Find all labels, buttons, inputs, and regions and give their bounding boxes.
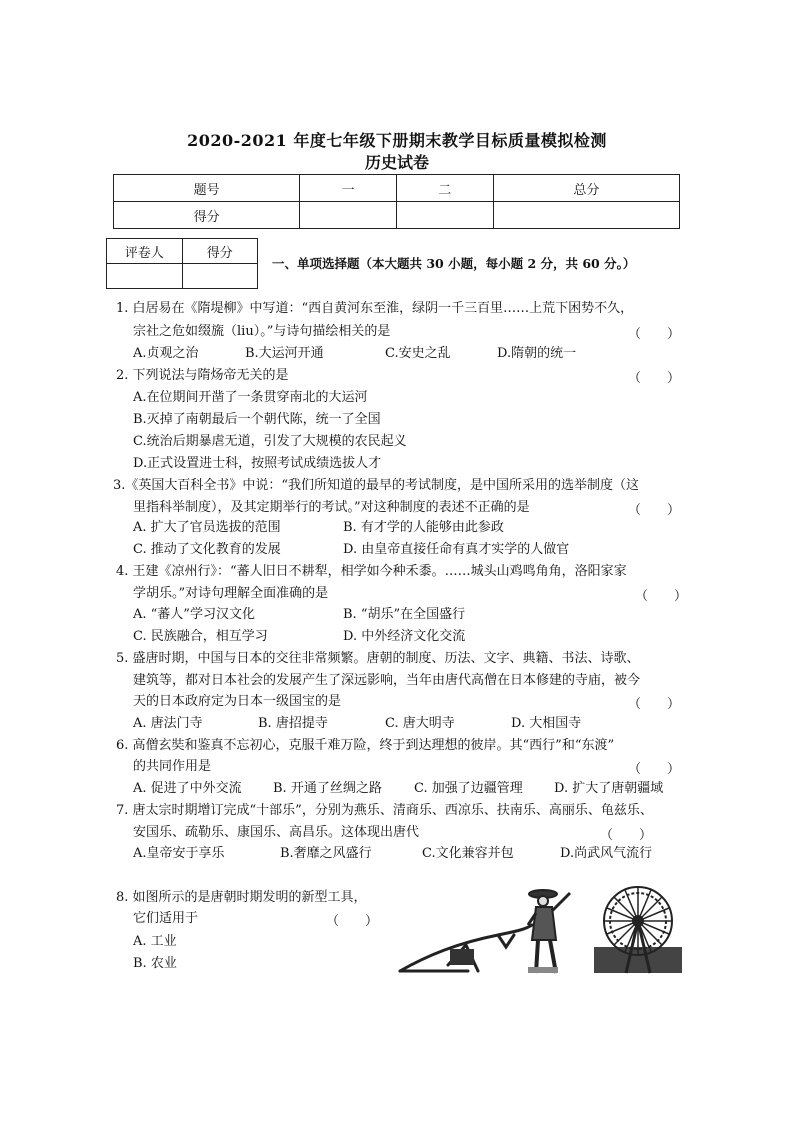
option-b: B.大运河开通 xyxy=(245,346,324,361)
answer-blank: （ ） xyxy=(628,762,681,777)
question-1-line-2: 宗社之危如缀旒（liu）。”与诗句描绘相关的是 xyxy=(133,324,391,339)
option-b: B. 有才学的人能够由此参政 xyxy=(343,520,504,535)
option-b: B. 农业 xyxy=(133,956,177,971)
answer-blank: （ ） xyxy=(635,589,688,604)
option-b: B. 开通了丝绸之路 xyxy=(273,781,382,796)
question-3-line-2: 里指科举制度），及其定期举行的考试。”对这种制度的表述不正确的是 xyxy=(133,500,530,515)
answer-blank: （ ） xyxy=(600,828,653,843)
answer-blank: （ ） xyxy=(628,371,681,386)
option-c: C. 推动了文化教育的发展 xyxy=(133,542,281,557)
score-header-cell: 二 xyxy=(396,175,493,202)
option-a: A.贞观之治 xyxy=(133,346,199,361)
option-d: D. 由皇帝直接任命有真才实学的人做官 xyxy=(343,542,570,557)
waterwheel-drawing xyxy=(594,887,682,973)
grader-blank-cell xyxy=(182,264,258,289)
option-c: C. 民族融合，相互学习 xyxy=(133,629,268,644)
table-row xyxy=(107,264,258,289)
table-row xyxy=(114,175,680,202)
question-4-line-2: 学胡乐。”对诗句理解全面准确的是 xyxy=(133,586,329,601)
option-c: C. 加强了边疆管理 xyxy=(414,781,523,796)
option-b: B. 唐招提寺 xyxy=(258,716,328,731)
question-1-line-1: 1. 白居易在《隋堤柳》中写道：“西自黄河东至淮，绿阴一千三百里……上荒下困势不久， xyxy=(116,301,634,316)
option-a: A.在位期间开凿了一条贯穿南北的大运河 xyxy=(133,390,368,405)
grader-score-label: 得分 xyxy=(182,239,258,264)
question-6-line-1: 6. 高僧玄奘和鉴真不忘初心，克服千难万险，终于到达理想的彼岸。其“西行”和“东渡” xyxy=(116,738,615,753)
question-5-line-3: 天的日本政府定为日本一级国宝的是 xyxy=(133,694,342,709)
table-row xyxy=(114,202,680,229)
option-c: C.文化兼容并包 xyxy=(422,846,514,861)
option-d: D. 中外经济文化交流 xyxy=(343,629,466,644)
option-b: B. “胡乐”在全国盛行 xyxy=(343,607,466,622)
option-a: A. “蕃人”学习汉文化 xyxy=(133,607,255,622)
grader-table xyxy=(106,238,258,289)
question-4-line-1: 4. 王建《凉州行》：“蕃人旧日不耕犁，相学如今种禾黍。……城头山鸡鸣角角，洛阳家家 xyxy=(116,564,627,579)
question-7-line-1: 7. 唐太宗时期增订完成“十部乐”，分别为燕乐、清商乐、西凉乐、扶南乐、高丽乐、龟兹乐、 xyxy=(116,803,653,818)
option-d: D. 大相国寺 xyxy=(511,716,582,731)
score-header-cell: 一 xyxy=(300,175,397,202)
question-8-line-2: 它们适用于 xyxy=(133,911,199,926)
answer-blank: （ ） xyxy=(628,503,681,518)
option-a: A. 促进了中外交流 xyxy=(133,781,242,796)
option-b: B.奢靡之风盛行 xyxy=(280,846,372,861)
option-d: D.正式设置进士科，按照考试成绩选拔人才 xyxy=(133,456,382,471)
score-header-cell: 题号 xyxy=(114,175,300,202)
score-row-label: 得分 xyxy=(114,202,300,229)
option-c: C.安史之乱 xyxy=(385,346,451,361)
option-c: C. 唐大明寺 xyxy=(385,716,455,731)
option-a: A. 唐法门寺 xyxy=(133,716,203,731)
table-row xyxy=(107,239,258,264)
plow-drawing xyxy=(400,925,532,971)
answer-blank: （ ） xyxy=(628,697,681,712)
option-b: B.灭掉了南朝最后一个朝代陈，统一了全国 xyxy=(133,412,381,427)
question-2-line-1: 2. 下列说法与隋炀帝无关的是 xyxy=(116,368,289,383)
score-table xyxy=(113,174,680,229)
score-blank-cell xyxy=(493,202,679,229)
option-d: D. 扩大了唐朝疆域 xyxy=(554,781,664,796)
option-d: D.尚武风气流行 xyxy=(560,846,653,861)
question-8-line-1: 8. 如图所示的是唐朝时期发明的新型工具， xyxy=(116,890,367,905)
farmer-drawing xyxy=(528,890,570,973)
question-3-line-1: 3.《英国大百科全书》中说：“我们所知道的最早的考试制度，是中国所采用的选举制度（这 xyxy=(113,478,640,493)
answer-blank: （ ） xyxy=(326,914,379,929)
section-title: 一、单项选择题（本大题共 30 小题，每小题 2 分，共 60 分。） xyxy=(272,256,636,271)
score-header-cell: 总分 xyxy=(493,175,679,202)
option-c: C.统治后期暴虐无道，引发了大规模的农民起义 xyxy=(133,434,407,449)
question-5-line-2: 建筑等，都对日本社会的发展产生了深远影响，当年由唐代高僧在日本修建的寺庙，被今 xyxy=(133,673,641,688)
answer-blank: （ ） xyxy=(628,327,681,342)
score-blank-cell xyxy=(300,202,397,229)
exam-title: 2020-2021 年度七年级下册期末教学目标质量模拟检测 xyxy=(187,131,607,150)
option-a: A. 扩大了官员选拔的范围 xyxy=(133,520,281,535)
grader-label: 评卷人 xyxy=(107,239,183,264)
option-a: A. 工业 xyxy=(133,934,177,949)
farm-tools-illustration xyxy=(398,885,688,977)
exam-subtitle: 历史试卷 xyxy=(364,153,429,172)
score-blank-cell xyxy=(396,202,493,229)
grader-blank-cell xyxy=(107,264,183,289)
question-5-line-1: 5. 盛唐时期，中国与日本的交往非常频繁。唐朝的制度、历法、文字、典籍、书法、诗歌、 xyxy=(116,651,640,666)
option-a: A.皇帝安于享乐 xyxy=(133,846,225,861)
option-d: D.隋朝的统一 xyxy=(497,346,577,361)
question-6-line-2: 的共同作用是 xyxy=(133,759,212,774)
question-7-line-2: 安国乐、疏勒乐、康国乐、高昌乐。这体现出唐代 xyxy=(133,825,420,840)
